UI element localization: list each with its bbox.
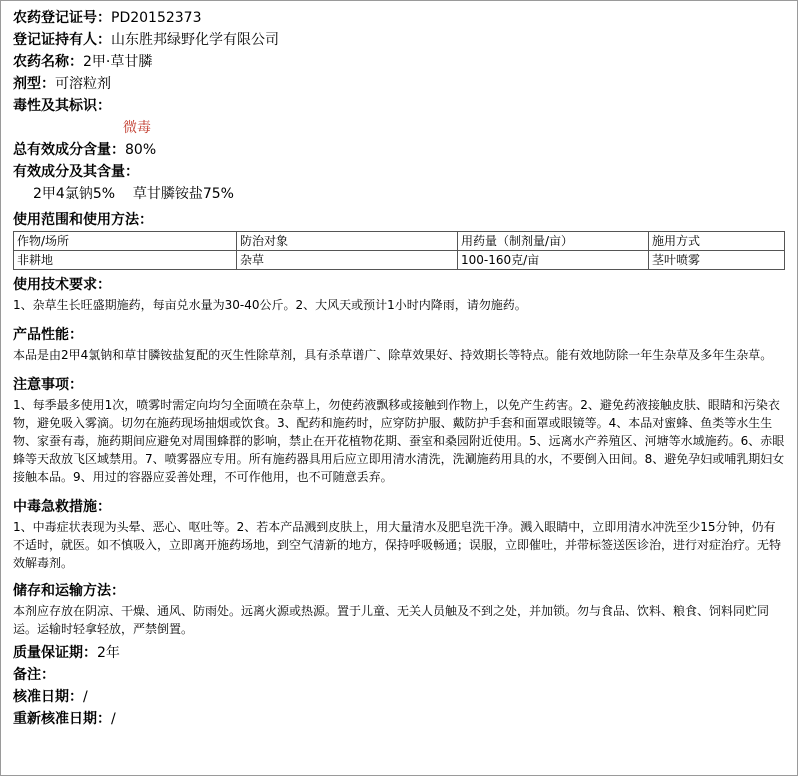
precautions-text: 1、每季最多使用1次，喷雾时需定向均匀全面喷在杂草上，勿使药液飘移或接触到作物上，以免产生药害。2、避免药液接触皮肤、眼睛和污染衣物，避免吸入雾滴。切勿在施药现场抽烟或饮食。3、配药和施药时，应穿防护服、戴防护手套和面罩或眼镜等。4、本品对蜜蜂、鱼类等水生生物、家蚕有毒，施药期间应避免对周围蜂群的影响，禁止在开花植物花期、蚕室和桑园附近使用。5、远离水产养殖区、河塘等水域施药。6、赤眼蜂等天敌放飞区域禁用。7、喷雾器应专用。所有施药器具用后应立即用清水清洗，洗涮施药用具的水，不要倒入田间。8、避免孕妇或哺乳期妇女接触本品。9、用过的容器应妥善处理，不可作他用，也不可随意丢弃。	[13, 398, 785, 484]
formulation-label: 剂型：	[13, 76, 55, 92]
toxicity-label: 毒性及其标识：	[13, 98, 111, 114]
usage-header-row	[14, 232, 785, 251]
usage-cell: 100-160克/亩	[458, 251, 649, 270]
approval-date-label: 核准日期：	[13, 689, 83, 705]
formulation-value: 可溶粒剂	[55, 76, 111, 92]
reapproval-date-value: /	[111, 711, 116, 727]
first-aid-text: 1、中毒症状表现为头晕、恶心、呕吐等。2、若本产品溅到皮肤上，用大量清水及肥皂洗干净。溅入眼睛中，立即用清水冲洗至少15分钟，仍有不适时，就医。如不慎吸入，立即离开施药场地，到空气清新的地方，保持呼吸畅通；误服，立即催吐，并带标签送医诊治，进行对症治疗。无特效解毒剂。	[13, 520, 782, 570]
usage-header-cell: 作物/场所	[14, 232, 237, 251]
total-content-value: 80%	[125, 142, 157, 158]
usage-table	[13, 231, 785, 270]
toxicity-value: 微毒	[123, 120, 151, 136]
toxicity-row	[13, 95, 785, 117]
precautions-title: 注意事项：	[13, 377, 83, 393]
usage-header-cell: 用药量（制剂量/亩）	[458, 232, 649, 251]
reapproval-date-row	[13, 708, 785, 730]
ingredient-item: 2甲4氯钠5%	[33, 186, 116, 202]
usage-cell: 茎叶喷雾	[649, 251, 785, 270]
first-aid-title: 中毒急救措施：	[13, 499, 111, 515]
usage-row	[14, 251, 785, 270]
ingredients-label: 有效成分及其含量：	[13, 164, 139, 180]
storage-title: 储存和运输方法：	[13, 583, 125, 599]
total-content-row	[13, 139, 785, 161]
usage-cell: 非耕地	[14, 251, 237, 270]
remarks-row	[13, 664, 785, 686]
usage-header-cell: 施用方式	[649, 232, 785, 251]
registration-value: PD20152373	[111, 10, 202, 26]
registration-label: 农药登记证号：	[13, 10, 111, 26]
ingredient-item: 草甘膦铵盐75%	[132, 186, 234, 202]
holder-row	[13, 29, 785, 51]
performance-title: 产品性能：	[13, 327, 83, 343]
formulation-row	[13, 73, 785, 95]
storage-text: 本剂应存放在阴凉、干燥、通风、防雨处。远离火源或热源。置于儿童、无关人员触及不到之处，并加锁。勿与食品、饮料、粮食、饲料同贮同运。运输时轻拿轻放，严禁倒置。	[13, 604, 770, 636]
shelf-life-value: 2年	[97, 645, 120, 661]
holder-label: 登记证持有人：	[13, 32, 111, 48]
technical-text: 1、杂草生长旺盛期施药，每亩兑水量为30-40公斤。2、大风天或预计1小时内降雨，请勿施药。	[13, 298, 527, 312]
name-row	[13, 51, 785, 73]
reapproval-date-label: 重新核准日期：	[13, 711, 111, 727]
approval-date-value: /	[83, 689, 88, 705]
performance-text: 本品是由2甲4氯钠和草甘膦铵盐复配的灭生性除草剂，具有杀草谱广、除草效果好、持效期长等特点。能有效地防除一年生杂草及多年生杂草。	[13, 348, 773, 362]
holder-value: 山东胜邦绿野化学有限公司	[111, 32, 279, 48]
usage-cell: 杂草	[237, 251, 458, 270]
ingredients-row	[13, 161, 785, 183]
total-content-label: 总有效成分含量：	[13, 142, 125, 158]
approval-date-row	[13, 686, 785, 708]
name-label: 农药名称：	[13, 54, 83, 70]
shelf-life-label: 质量保证期：	[13, 645, 97, 661]
usage-title: 使用范围和使用方法：	[13, 212, 153, 228]
technical-title: 使用技术要求：	[13, 277, 111, 293]
name-value: 2甲·草甘膦	[83, 54, 153, 70]
ingredients-list	[13, 183, 785, 205]
remarks-label: 备注：	[13, 667, 55, 683]
shelf-life-row	[13, 642, 785, 664]
usage-header-cell: 防治对象	[237, 232, 458, 251]
registration-row	[13, 7, 785, 29]
